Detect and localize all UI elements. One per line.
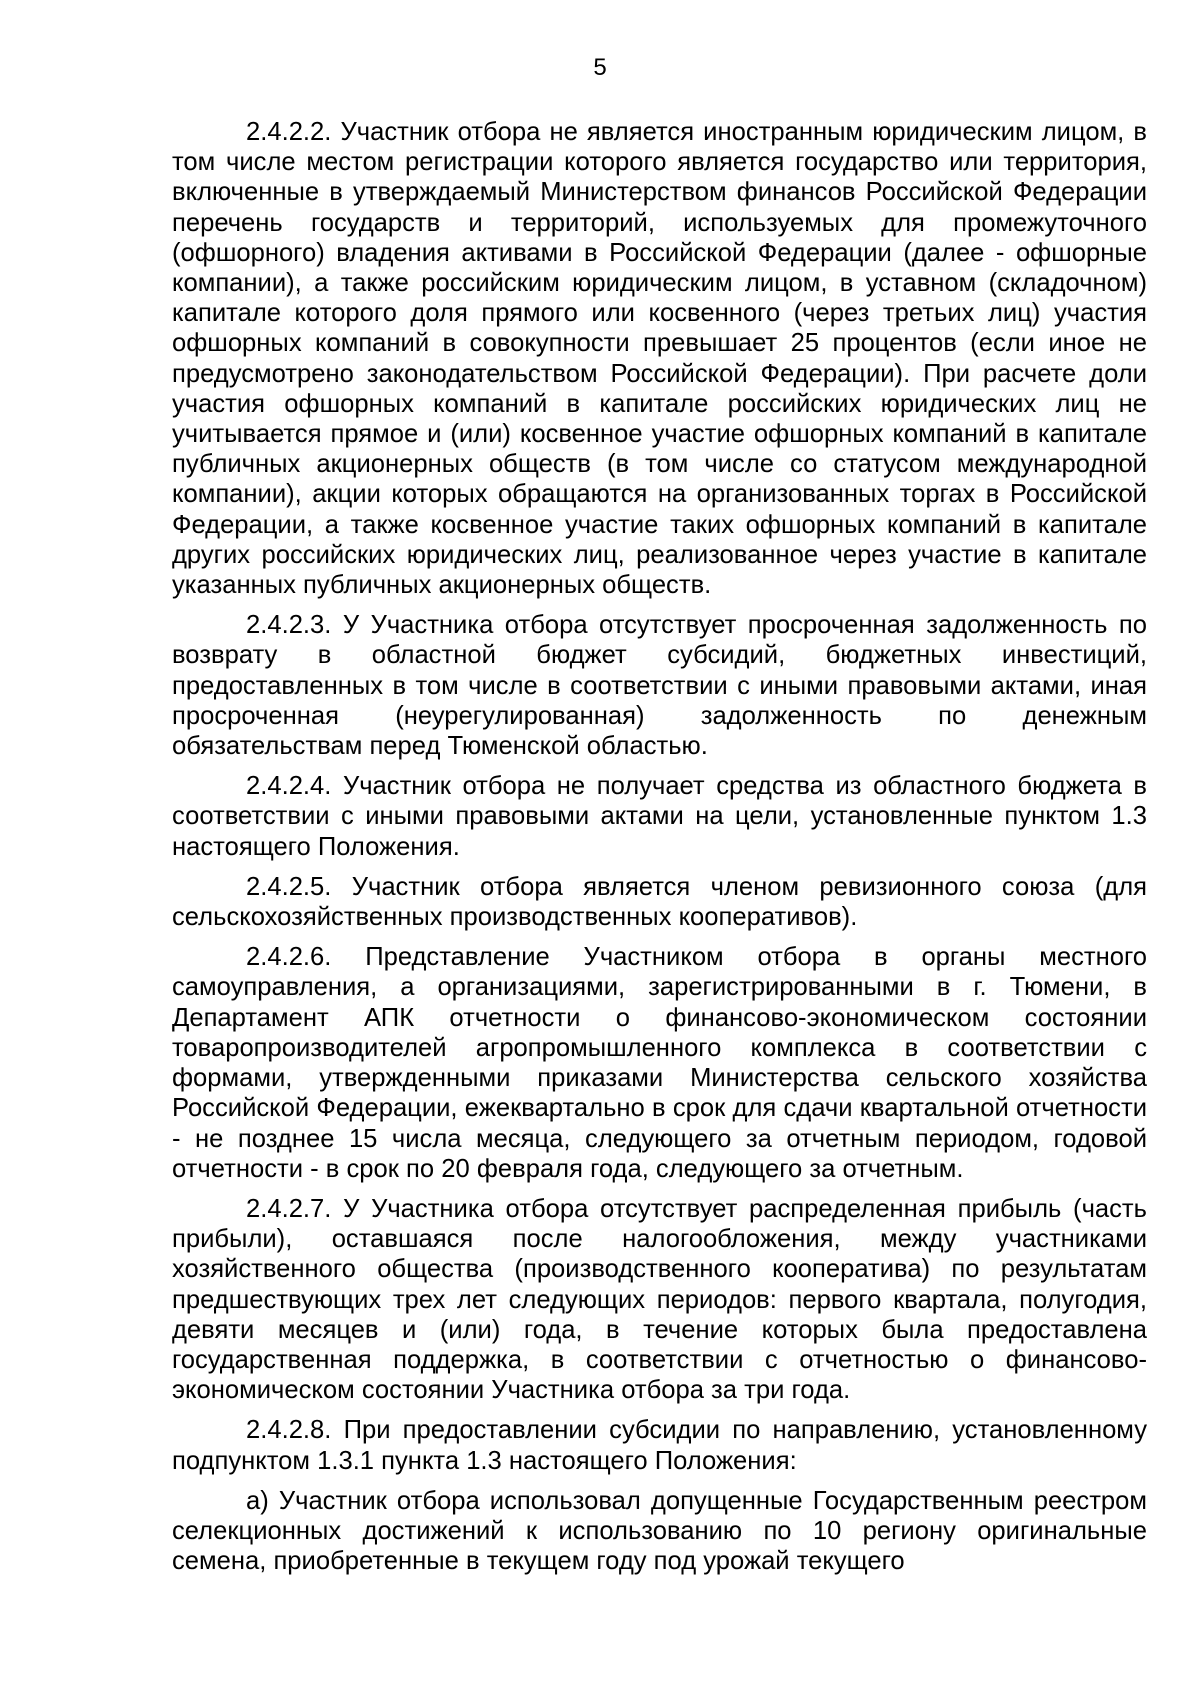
page-number: 5 <box>593 54 607 81</box>
paragraph-2-4-2-7: 2.4.2.7. У Участника отбора отсутствует распределенная прибыль (часть прибыли), оставшаяся после налогообложения, между участниками хозяйственного общества (производственного кооператива) по результатам предшествующих трех лет следующих периодов: первого квартала, полугодия, девяти месяцев и (или) года, в течение которых была предоставлена государственная поддержка, в соответствии с отчетностью о финансово-экономическом состоянии Участника отбора за три года. <box>172 1194 1147 1405</box>
subparagraph-a: а) Участник отбора использовал допущенные Государственным реестром селекционных достижений к использованию по 10 региону оригинальные семена, приобретенные в текущем году под урожай текущего <box>172 1486 1147 1576</box>
document-body <box>172 117 1147 1586</box>
paragraph-2-4-2-4: 2.4.2.4. Участник отбора не получает средства из областного бюджета в соответствии с иными правовыми актами на цели, установленные пунктом 1.3 настоящего Положения. <box>172 772 1147 861</box>
paragraph-2-4-2-6: 2.4.2.6. Представление Участником отбора в органы местного самоуправления, а организациями, зарегистрированными в г. Тюмени, в Департамент АПК отчетности о финансово-экономическом состоянии товаропроизводителей агропромышленного комплекса в соответствии с формами, утвержденными приказами Министерства сельского хозяйства Российской Федерации, ежеквартально в срок для сдачи квартальной отчетности - не позднее 15 числа месяца, следующего за отчетным периодом, годовой отчетности - в срок по 20 февраля года, следующего за отчетным. <box>172 943 1147 1183</box>
paragraph-2-4-2-2: 2.4.2.2. Участник отбора не является иностранным юридическим лицом, в том числе местом регистрации которого является государство или территория, включенные в утверждаемый Министерством финансов Российской Федерации перечень государств и территорий, используемых для промежуточного (офшорного) владения активами в Российской Федерации (далее - офшорные компании), а также российским юридическим лицом, в уставном (складочном) капитале которого доля прямого или косвенного (через третьих лиц) участия офшорных компаний в совокупности превышает 25 процентов (если иное не предусмотрено законодательством Российской Федерации). При расчете доли участия офшорных компаний в капитале российских юридических лиц не учитывается прямое и (или) косвенное участие офшорных компаний в капитале публичных акционерных обществ (в том числе со статусом международной компании), акции которых обращаются на организованных торгах в Российской Федерации, а также косвенное участие таких офшорных компаний в капитале других российских юридических лиц, реализованное через участие в капитале указанных публичных акционерных обществ. <box>172 118 1147 600</box>
paragraph-2-4-2-8: 2.4.2.8. При предоставлении субсидии по направлению, установленному подпунктом 1.3.1 пункта 1.3 настоящего Положения: <box>172 1416 1147 1475</box>
paragraph-2-4-2-3: 2.4.2.3. У Участника отбора отсутствует просроченная задолженность по возврату в областной бюджет субсидий, бюджетных инвестиций, предоставленных в том числе в соответствии с иными правовыми актами, иная просроченная (неурегулированная) задолженность по денежным обязательствам перед Тюменской областью. <box>172 611 1147 761</box>
paragraph-2-4-2-5: 2.4.2.5. Участник отбора является членом ревизионного союза (для сельскохозяйственных производственных кооперативов). <box>172 872 1147 932</box>
